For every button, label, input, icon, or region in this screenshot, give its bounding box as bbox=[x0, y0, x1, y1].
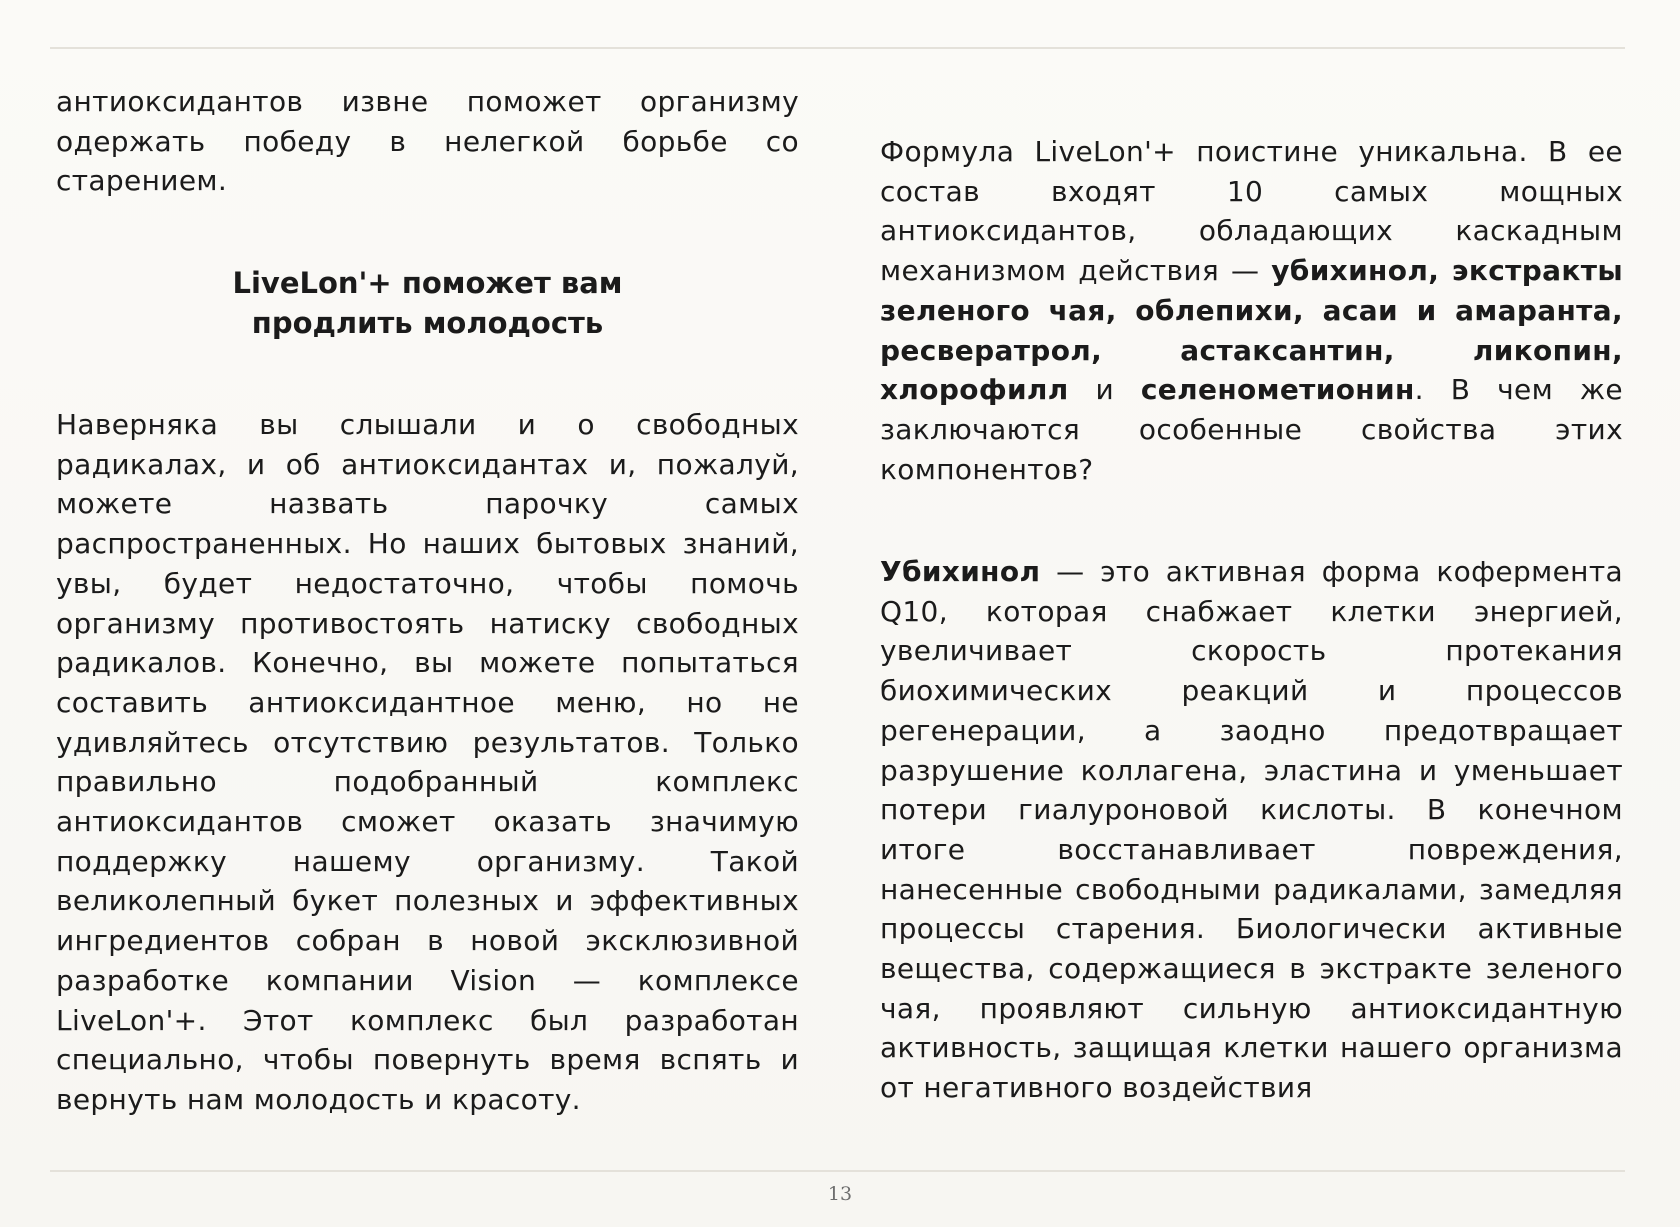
section-heading: LiveLon'+ поможет вам продлить молодость bbox=[232, 266, 623, 340]
text-run: . В чем же заключаются особенные свойства этих компонентов? bbox=[880, 373, 1623, 486]
bottom-divider bbox=[50, 1170, 1625, 1172]
paragraph bbox=[880, 132, 1623, 489]
bold-ingredient: селенометионин bbox=[1140, 373, 1415, 407]
bold-ingredients: убихинол, экстракты зеленого чая, облепихи, асаи и амаранта, ресвератрол, астаксантин, ликопин, хлорофилл bbox=[880, 254, 1623, 407]
text-run: и bbox=[1068, 373, 1141, 407]
top-divider bbox=[50, 47, 1625, 49]
bold-term: Убихинол bbox=[880, 555, 1041, 588]
page-number: 13 bbox=[827, 1183, 853, 1205]
text-run: Формула LiveLon'+ поистине уникальна. В ее состав входят 10 самых мощных антиоксидантов, обладающих каскадным механизмом действия — bbox=[880, 135, 1623, 288]
paragraph bbox=[880, 552, 1623, 1108]
paragraph: антиоксидантов извне поможет организму одержать победу в нелегкой борьбе со старением. bbox=[56, 85, 799, 198]
paragraph: Наверняка вы слышали и о свободных радикалах, и об антиоксидантах и, пожалуй, можете назвать парочку самых распространенных. Но наших бытовых знаний, увы, будет недостаточно, чтобы помочь организму противостоять натиску свободных радикалов. Конечно, вы можете попытаться составить антиоксидантное меню, но не удивляйтесь отсутствию результатов. Только правильно подобранный комплекс антиоксидантов сможет оказать значимую поддержку нашему организму. Такой великолепный букет полезных и эффективных ингредиентов собран в новой эксклюзивной разработке компании Vision — комплексе LiveLon'+. Этот комплекс был разработан специально, чтобы повернуть время вспять и вернуть нам молодость и красоту. bbox=[56, 408, 799, 1116]
text-run: — это активная форма кофермента Q10, которая снабжает клетки энергией, увеличивает скорость протекания биохимических реакций и процессов регенерации, а заодно предотвращает разрушение коллагена, эластина и уменьшает потери гиалуроновой кислоты. В конечном итоге восстанавливает повреждения, нанесенные свободными радикалами, замедляя процессы старения. Биологически активные вещества, содержащиеся в экстракте зеленого чая, проявляют сильную антиоксидантную активность, защищая клетки нашего организма от негативного воздействия bbox=[880, 555, 1623, 1105]
